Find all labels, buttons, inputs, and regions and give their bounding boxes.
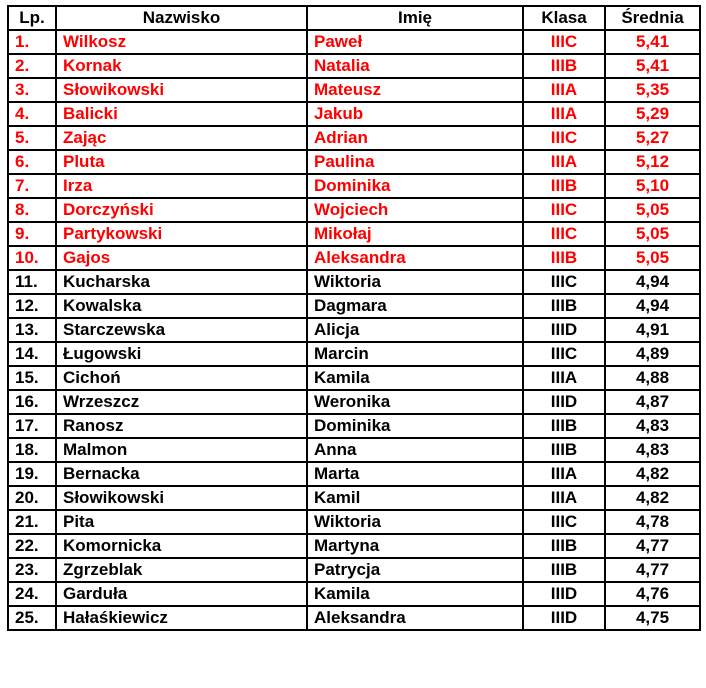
table-row (8, 462, 700, 486)
ranking-table (7, 5, 701, 631)
cell-surname: Hałaśkiewicz (56, 606, 307, 630)
cell-class: IIIA (523, 486, 605, 510)
cell-surname: Pita (56, 510, 307, 534)
cell-average: 5,05 (605, 222, 700, 246)
table-row (8, 558, 700, 582)
cell-lp: 10. (8, 246, 56, 270)
cell-name: Aleksandra (307, 246, 523, 270)
cell-surname: Ranosz (56, 414, 307, 438)
cell-name: Dagmara (307, 294, 523, 318)
cell-average: 4,89 (605, 342, 700, 366)
table-row (8, 318, 700, 342)
table-row (8, 606, 700, 630)
cell-lp: 19. (8, 462, 56, 486)
table-row (8, 270, 700, 294)
cell-average: 4,77 (605, 558, 700, 582)
cell-class: IIIA (523, 102, 605, 126)
table-row (8, 486, 700, 510)
cell-name: Jakub (307, 102, 523, 126)
cell-class: IIIA (523, 78, 605, 102)
cell-lp: 7. (8, 174, 56, 198)
cell-name: Kamila (307, 582, 523, 606)
header-name: Imię (307, 6, 523, 30)
cell-surname: Bernacka (56, 462, 307, 486)
cell-average: 5,41 (605, 30, 700, 54)
cell-name: Kamila (307, 366, 523, 390)
cell-surname: Malmon (56, 438, 307, 462)
cell-surname: Dorczyński (56, 198, 307, 222)
table-row (8, 174, 700, 198)
cell-class: IIIC (523, 510, 605, 534)
table-row (8, 510, 700, 534)
cell-average: 4,82 (605, 486, 700, 510)
cell-name: Anna (307, 438, 523, 462)
cell-surname: Komornicka (56, 534, 307, 558)
cell-average: 5,05 (605, 198, 700, 222)
cell-name: Martyna (307, 534, 523, 558)
cell-surname: Słowikowski (56, 486, 307, 510)
cell-surname: Zając (56, 126, 307, 150)
cell-surname: Kowalska (56, 294, 307, 318)
table-row (8, 222, 700, 246)
cell-average: 4,76 (605, 582, 700, 606)
cell-class: IIID (523, 390, 605, 414)
cell-name: Adrian (307, 126, 523, 150)
cell-surname: Gajos (56, 246, 307, 270)
cell-name: Wiktoria (307, 510, 523, 534)
header-average: Średnia (605, 6, 700, 30)
cell-name: Marta (307, 462, 523, 486)
cell-surname: Cichoń (56, 366, 307, 390)
cell-average: 5,41 (605, 54, 700, 78)
cell-average: 4,75 (605, 606, 700, 630)
cell-lp: 20. (8, 486, 56, 510)
cell-lp: 13. (8, 318, 56, 342)
table-row (8, 54, 700, 78)
cell-name: Wojciech (307, 198, 523, 222)
table-row (8, 342, 700, 366)
cell-name: Wiktoria (307, 270, 523, 294)
header-class: Klasa (523, 6, 605, 30)
cell-class: IIIB (523, 174, 605, 198)
cell-class: IIIB (523, 438, 605, 462)
table-row (8, 150, 700, 174)
table-row (8, 414, 700, 438)
cell-average: 4,82 (605, 462, 700, 486)
table-row (8, 198, 700, 222)
cell-average: 5,27 (605, 126, 700, 150)
cell-name: Paweł (307, 30, 523, 54)
cell-name: Mikołaj (307, 222, 523, 246)
cell-average: 5,35 (605, 78, 700, 102)
cell-name: Mateusz (307, 78, 523, 102)
table-row (8, 534, 700, 558)
cell-lp: 14. (8, 342, 56, 366)
cell-surname: Garduła (56, 582, 307, 606)
cell-class: IIID (523, 318, 605, 342)
cell-name: Natalia (307, 54, 523, 78)
cell-class: IIIA (523, 462, 605, 486)
cell-class: IIIB (523, 294, 605, 318)
cell-class: IIIC (523, 270, 605, 294)
cell-lp: 21. (8, 510, 56, 534)
cell-lp: 17. (8, 414, 56, 438)
cell-class: IIIC (523, 198, 605, 222)
cell-surname: Wrzeszcz (56, 390, 307, 414)
cell-lp: 1. (8, 30, 56, 54)
table-row (8, 126, 700, 150)
cell-average: 4,94 (605, 294, 700, 318)
cell-class: IIIC (523, 126, 605, 150)
cell-average: 5,10 (605, 174, 700, 198)
cell-name: Paulina (307, 150, 523, 174)
cell-lp: 11. (8, 270, 56, 294)
cell-average: 4,91 (605, 318, 700, 342)
cell-name: Alicja (307, 318, 523, 342)
cell-name: Marcin (307, 342, 523, 366)
cell-class: IIID (523, 606, 605, 630)
cell-class: IIIB (523, 54, 605, 78)
cell-average: 4,78 (605, 510, 700, 534)
table-row (8, 366, 700, 390)
table-row (8, 78, 700, 102)
table-row (8, 30, 700, 54)
cell-surname: Ługowski (56, 342, 307, 366)
table-body (8, 30, 700, 630)
cell-class: IIIC (523, 342, 605, 366)
cell-lp: 5. (8, 126, 56, 150)
cell-surname: Balicki (56, 102, 307, 126)
cell-surname: Irza (56, 174, 307, 198)
cell-class: IIIA (523, 150, 605, 174)
table-row (8, 294, 700, 318)
cell-surname: Kornak (56, 54, 307, 78)
cell-lp: 6. (8, 150, 56, 174)
cell-surname: Wilkosz (56, 30, 307, 54)
cell-lp: 25. (8, 606, 56, 630)
cell-average: 5,12 (605, 150, 700, 174)
cell-average: 4,87 (605, 390, 700, 414)
cell-surname: Partykowski (56, 222, 307, 246)
cell-class: IIIC (523, 30, 605, 54)
cell-lp: 3. (8, 78, 56, 102)
cell-class: IIIA (523, 366, 605, 390)
cell-surname: Zgrzeblak (56, 558, 307, 582)
table-row (8, 246, 700, 270)
cell-average: 4,83 (605, 414, 700, 438)
cell-average: 4,88 (605, 366, 700, 390)
cell-surname: Słowikowski (56, 78, 307, 102)
cell-class: IIID (523, 582, 605, 606)
cell-lp: 2. (8, 54, 56, 78)
header-surname: Nazwisko (56, 6, 307, 30)
header-lp: Lp. (8, 6, 56, 30)
cell-name: Weronika (307, 390, 523, 414)
header-row (8, 6, 700, 30)
cell-name: Aleksandra (307, 606, 523, 630)
table-row (8, 390, 700, 414)
table-row (8, 438, 700, 462)
cell-average: 5,29 (605, 102, 700, 126)
cell-class: IIIB (523, 414, 605, 438)
cell-name: Dominika (307, 414, 523, 438)
cell-class: IIIB (523, 534, 605, 558)
cell-name: Dominika (307, 174, 523, 198)
cell-lp: 22. (8, 534, 56, 558)
cell-lp: 16. (8, 390, 56, 414)
cell-lp: 8. (8, 198, 56, 222)
cell-average: 4,77 (605, 534, 700, 558)
cell-lp: 4. (8, 102, 56, 126)
cell-surname: Kucharska (56, 270, 307, 294)
cell-name: Kamil (307, 486, 523, 510)
cell-average: 4,83 (605, 438, 700, 462)
table-row (8, 582, 700, 606)
cell-surname: Starczewska (56, 318, 307, 342)
cell-lp: 15. (8, 366, 56, 390)
cell-class: IIIC (523, 222, 605, 246)
cell-lp: 12. (8, 294, 56, 318)
cell-lp: 9. (8, 222, 56, 246)
cell-lp: 24. (8, 582, 56, 606)
table-row (8, 102, 700, 126)
cell-class: IIIB (523, 558, 605, 582)
cell-lp: 18. (8, 438, 56, 462)
cell-lp: 23. (8, 558, 56, 582)
cell-class: IIIB (523, 246, 605, 270)
cell-average: 5,05 (605, 246, 700, 270)
cell-surname: Pluta (56, 150, 307, 174)
cell-average: 4,94 (605, 270, 700, 294)
cell-name: Patrycja (307, 558, 523, 582)
